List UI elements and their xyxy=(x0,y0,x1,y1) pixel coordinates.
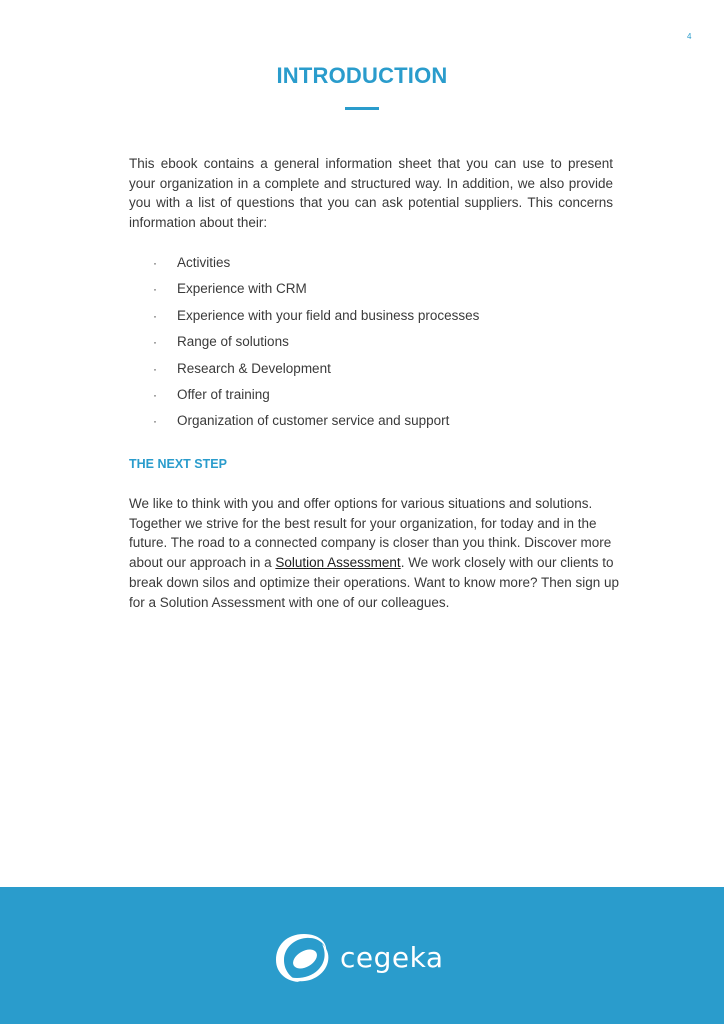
list-item-text: Organization of customer service and support xyxy=(177,413,450,429)
bullet-marker: · xyxy=(153,308,157,323)
intro-paragraph: This ebook contains a general information sheet that you can use to present your organization in a complete and structured way. In addition, we also provide you with a list of questions that you can ask potential suppliers. This concerns information about their: xyxy=(129,156,613,231)
list-item-text: Range of solutions xyxy=(177,334,289,350)
bullet-marker: · xyxy=(153,361,157,376)
brand-logo[interactable] xyxy=(274,930,444,984)
bullet-marker: · xyxy=(153,282,157,297)
bullet-marker: · xyxy=(153,387,157,402)
list-item xyxy=(153,329,593,355)
topics-list xyxy=(153,250,593,435)
page-number: 4 xyxy=(687,32,692,41)
next-step-text-after: . We work closely with our clients to break down silos and optimize their operations. Want to know more? Then sign up for a Solution Assessment with one of our colleagues. xyxy=(129,555,620,610)
list-item xyxy=(153,382,593,408)
next-step-text-before: We like to think with you and offer options for various situations and solutions. Together we strive for the best result for your organization, for today and in the future. The road to a connected company is closer than you think. Discover more about our approach in a xyxy=(129,496,612,571)
bullet-marker: · xyxy=(153,256,157,270)
next-step-paragraph xyxy=(129,494,619,612)
cegeka-swirl-logo-icon xyxy=(274,930,332,984)
list-item xyxy=(153,408,593,434)
next-step-heading: THE NEXT STEP xyxy=(129,457,227,471)
list-item-text: Research & Development xyxy=(177,360,331,376)
list-item-text: Experience with your field and business processes xyxy=(177,307,480,323)
page-title: INTRODUCTION xyxy=(276,63,448,88)
list-item-text: Activities xyxy=(177,255,231,270)
list-item xyxy=(153,250,593,276)
solution-assessment-link[interactable]: Solution Assessment xyxy=(275,555,401,571)
title-underline xyxy=(345,107,379,110)
list-item xyxy=(153,276,593,302)
brand-wordmark: cegeka xyxy=(340,940,444,974)
bullet-marker: · xyxy=(153,414,157,429)
list-item-text: Offer of training xyxy=(177,386,270,402)
bullet-marker: · xyxy=(153,335,157,350)
list-item-text: Experience with CRM xyxy=(177,281,307,297)
list-item xyxy=(153,303,593,329)
list-item xyxy=(153,356,593,382)
